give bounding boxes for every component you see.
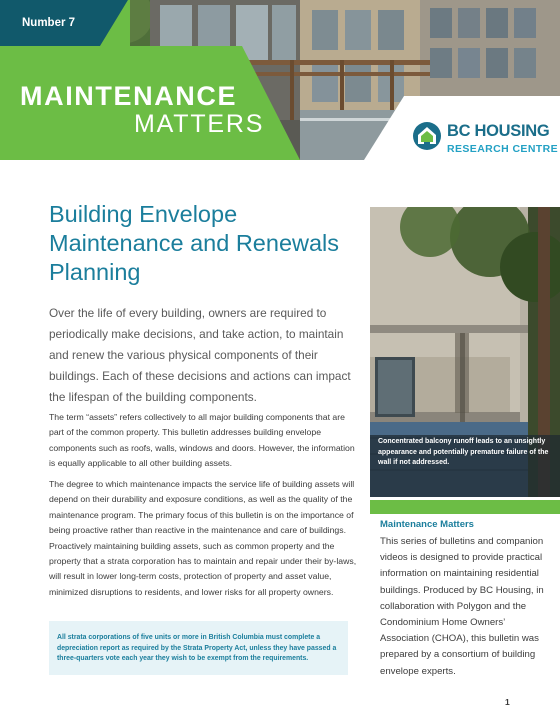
photo-caption: Concentrated balcony runoff leads to an unsightly appearance and potentially premature failure of the wall if not addressed. xyxy=(378,438,549,466)
page-number: 1 xyxy=(505,697,510,707)
document-title xyxy=(49,200,359,287)
issue-number: Number 7 xyxy=(22,17,76,29)
house-in-circle-icon xyxy=(412,121,442,151)
callout-text: All strata corporations of five units or more in British Columbia must complete a depreciation report as required by the Strata Property Act, unless they have passed a three-quarters vote each year they wish to be exempt from the requirements. xyxy=(57,634,337,662)
sidebar-body: This series of bulletins and companion videos is designed to provide practical information on maintaining residential buildings. Produced by BC Housing, in collaboration with Polygon and the Condominium Home Owners’ Association (CHOA), this bulletin was prepared by a consortium of building envelope experts. xyxy=(380,536,544,677)
sidebar-accent-bar xyxy=(370,500,560,514)
body-paragraph-assets: The term “assets” refers collectively to all major building components that are part of the common property. This bulletin addresses building envelope components such as roofs, walls, windows and doors. However, the information is equally applicable to all other building assets. xyxy=(49,412,355,469)
series-title-light: MATTERS xyxy=(134,110,265,138)
body-paragraph-maintenance: The degree to which maintenance impacts the service life of building assets will depend on their durability and exposure conditions, as well as the quality of the maintenance program. The primary focus of this bulletin is on the importance of being proactive rather than reactive in the maintenance and care of buildings. Proactively maintaining building assets, such as common property and the property that a strata corporation has to maintain and repair under their by-laws, will result in lower long-term costs, protection of property and asset value, minimized disruptions to residents, and lower risks for all property owners. xyxy=(49,479,357,597)
masthead xyxy=(0,0,560,160)
title-line: Building Envelope xyxy=(49,201,238,227)
intro-paragraph: Over the life of every building, owners are required to periodically make decisions, and take action, to maintain and renew the various physical components of their buildings. Each of these decisions and actions can impact the lifespan of the building components. xyxy=(49,306,351,404)
title-line: Maintenance and Renewals xyxy=(49,230,340,256)
logo-subtitle: RESEARCH CENTRE xyxy=(447,143,559,155)
series-title-bold: MAINTENANCE xyxy=(20,81,238,111)
sidebar-heading: Maintenance Matters xyxy=(380,519,474,530)
title-line: Planning xyxy=(49,259,141,285)
logo-name: BC HOUSING xyxy=(447,122,550,140)
